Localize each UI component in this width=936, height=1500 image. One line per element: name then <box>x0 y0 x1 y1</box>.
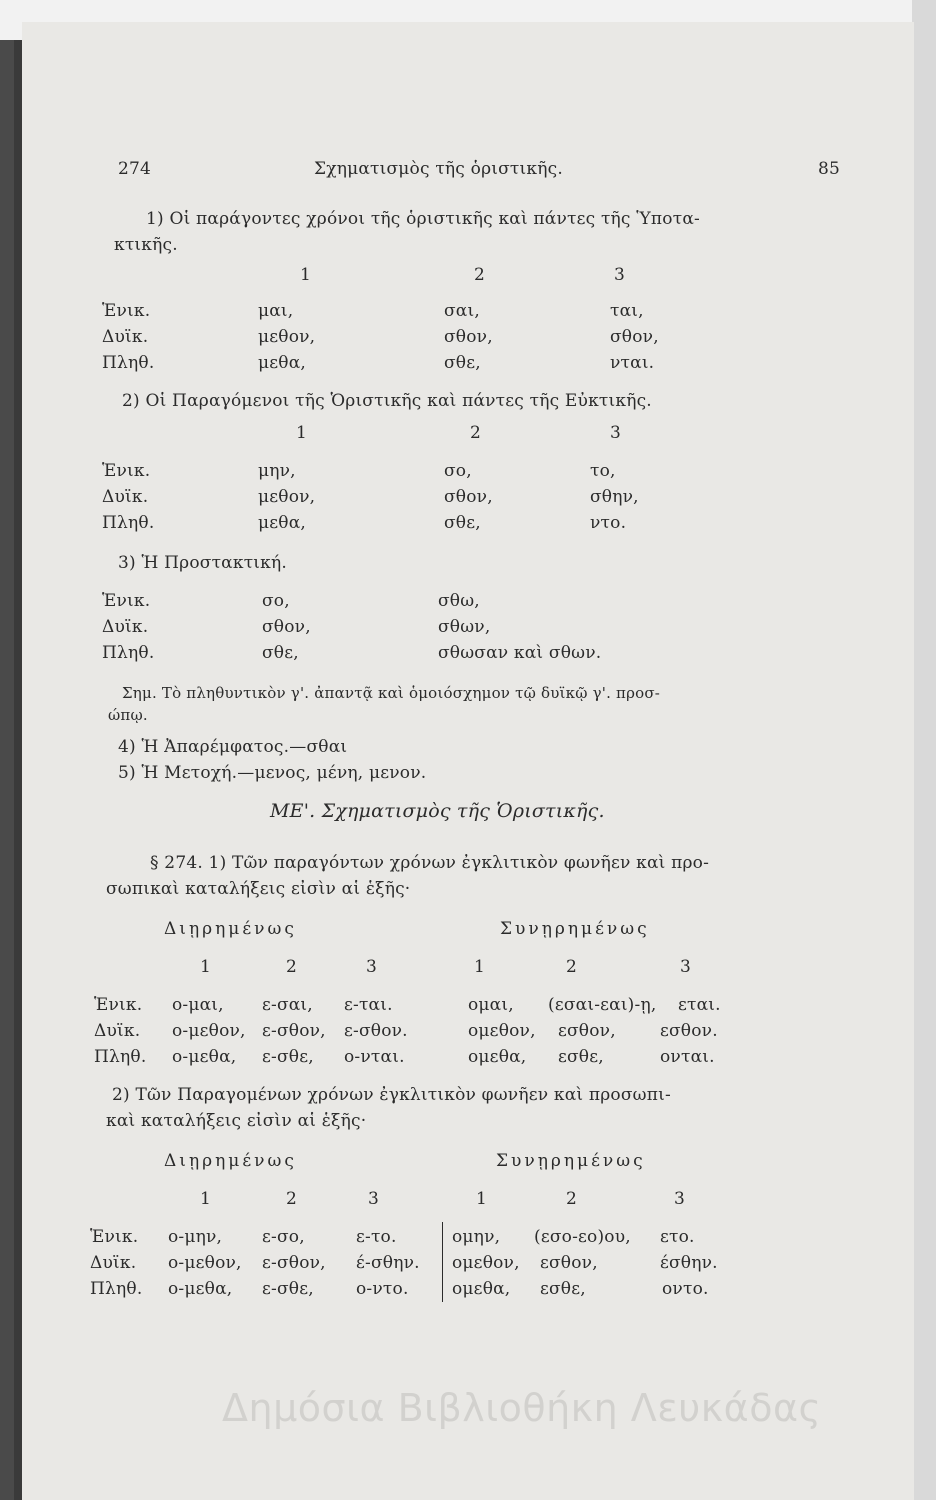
para2-row1-f: ετο. <box>660 1227 695 1247</box>
block1-row2-c3: σθον, <box>610 327 659 347</box>
para2-col-a: 1 <box>200 1189 212 1209</box>
block2-row2-label: Δυϊκ. <box>102 487 149 507</box>
para2-line2: καὶ καταλήξεις εἰσὶν αἱ ἑξῆς· <box>106 1111 367 1131</box>
block3-row2-c1: σθον, <box>262 617 311 637</box>
block2-row1-label: Ἑνικ. <box>102 461 151 481</box>
para274-row3-e: εσθε, <box>558 1047 604 1067</box>
para274-col-f: 3 <box>680 957 692 977</box>
block1-row2-c2: σθον, <box>444 327 493 347</box>
para274-row2-label: Δυϊκ. <box>94 1021 141 1041</box>
para274-col-e: 2 <box>566 957 578 977</box>
block2-row1-c2: σο, <box>444 461 472 481</box>
para274-col-c: 3 <box>366 957 378 977</box>
block2-intro: 2) Οἱ Παραγόμενοι τῆς Ὁριστικῆς καὶ πάντες τῆς Εὐκτικῆς. <box>122 391 652 411</box>
para274-row3-d: ομεθα, <box>468 1047 527 1067</box>
para2-row1-a: ο-μην, <box>168 1227 223 1247</box>
para274-row1-a: ο-μαι, <box>172 995 224 1015</box>
para274-row2-a: ο-μεθον, <box>172 1021 246 1041</box>
para2-col-e: 2 <box>566 1189 578 1209</box>
para274-row1-label: Ἑνικ. <box>94 995 143 1015</box>
block1-col2-head: 2 <box>474 265 486 285</box>
para274-row2-b: ε-σθον, <box>262 1021 326 1041</box>
para2-row1-e: (εσο-εο)ου, <box>534 1227 631 1247</box>
block4-infinitive: 4) Ἡ Ἀπαρέμφατος.—σθαι <box>118 737 348 757</box>
block1-row3-label: Πληθ. <box>102 353 155 373</box>
block1-row3-c1: μεθα, <box>258 353 306 373</box>
block1-col1-head: 1 <box>300 265 312 285</box>
para2-col-c: 3 <box>368 1189 380 1209</box>
para274-row3-c: ο-νται. <box>344 1047 405 1067</box>
para2-row3-a: ο-μεθα, <box>168 1279 233 1299</box>
para274-row1-d: ομαι, <box>468 995 514 1015</box>
block3-intro: 3) Ἡ Προστακτική. <box>118 553 287 573</box>
para2-row2-label: Δυϊκ. <box>90 1253 137 1273</box>
block2-col3-head: 3 <box>610 423 622 443</box>
block3-row3-c2: σθωσαν καὶ σθων. <box>438 643 602 663</box>
para2-row2-f: έσθην. <box>660 1253 718 1273</box>
para2-row3-label: Πληθ. <box>90 1279 143 1299</box>
para274-row1-f: εται. <box>678 995 721 1015</box>
para2-row2-d: ομεθον, <box>452 1253 520 1273</box>
para274-row3-f: ονται. <box>660 1047 715 1067</box>
block1-row1-label: Ἑνικ. <box>102 301 151 321</box>
block2-row1-c3: το, <box>590 461 616 481</box>
para2-row3-f: οντο. <box>662 1279 709 1299</box>
para2-head-diiremenos: Διῃρημένως <box>164 1151 297 1171</box>
block2-row2-c3: σθην, <box>590 487 639 507</box>
block3-row3-c1: σθε, <box>262 643 299 663</box>
block1-intro-line1: 1) Οἱ παράγοντες χρόνοι τῆς ὁριστικῆς καὶ πάντες τῆς Ὑποτα- <box>146 209 700 229</box>
para2-row2-c: έ-σθην. <box>356 1253 420 1273</box>
block3-row2-c2: σθων, <box>438 617 491 637</box>
para2-row1-c: ε-το. <box>356 1227 397 1247</box>
para274-row3-b: ε-σθε, <box>262 1047 314 1067</box>
para2-row1-d: ομην, <box>452 1227 501 1247</box>
block1-row2-label: Δυϊκ. <box>102 327 149 347</box>
block3-row1-c2: σθω, <box>438 591 480 611</box>
block3-note-line1: Σημ. Τὸ πληθυντικὸν γ'. ἀπαντᾷ καὶ ὁμοιόσχημον τῷ δυϊκῷ γ'. προσ- <box>122 684 661 702</box>
para274-row1-c: ε-ται. <box>344 995 393 1015</box>
block3-note-line2: ώπῳ. <box>108 706 148 724</box>
block1-col3-head: 3 <box>614 265 626 285</box>
scan-edge-left <box>0 40 14 1500</box>
para2-row3-e: εσθε, <box>540 1279 586 1299</box>
block1-row1-c3: ται, <box>610 301 644 321</box>
block2-row3-c2: σθε, <box>444 513 481 533</box>
block2-row1-c1: μην, <box>258 461 296 481</box>
section-title: ΜΕ'. Σχηματισμὸς τῆς Ὁριστικῆς. <box>270 800 605 822</box>
page-content <box>22 22 914 1500</box>
para274-row2-f: εσθον. <box>660 1021 718 1041</box>
scan-edge-right <box>912 0 936 1500</box>
para2-row3-c: ο-ντο. <box>356 1279 409 1299</box>
para274-row2-d: ομεθον, <box>468 1021 536 1041</box>
block1-row2-c1: μεθον, <box>258 327 316 347</box>
table-bracket <box>442 1222 449 1302</box>
para2-row1-b: ε-σο, <box>262 1227 305 1247</box>
block3-row1-c1: σο, <box>262 591 290 611</box>
para2-head-synyremenos: Συνῃρημένως <box>496 1151 646 1171</box>
para274-row2-c: ε-σθον. <box>344 1021 408 1041</box>
para274-col-a: 1 <box>200 957 212 977</box>
block3-row1-label: Ἑνικ. <box>102 591 151 611</box>
para2-col-f: 3 <box>674 1189 686 1209</box>
block2-row3-c1: μεθα, <box>258 513 306 533</box>
para2-col-b: 2 <box>286 1189 298 1209</box>
para274-row3-a: ο-μεθα, <box>172 1047 237 1067</box>
block3-row3-label: Πληθ. <box>102 643 155 663</box>
para274-col-b: 2 <box>286 957 298 977</box>
block2-row2-c2: σθον, <box>444 487 493 507</box>
block1-row3-c3: νται. <box>610 353 655 373</box>
para274-line2: σωπικαὶ καταλήξεις εἰσὶν αἱ ἑξῆς· <box>106 879 411 899</box>
block1-intro-line2: κτικῆς. <box>114 235 178 255</box>
page-number: 85 <box>818 159 841 179</box>
block2-row3-label: Πληθ. <box>102 513 155 533</box>
library-watermark: Δημόσια Βιβλιοθήκη Λευκάδας <box>222 1386 822 1430</box>
section-number: 274 <box>118 159 152 179</box>
block2-row3-c3: ντο. <box>590 513 627 533</box>
para274-col-d: 1 <box>474 957 486 977</box>
block1-row1-c2: σαι, <box>444 301 480 321</box>
block1-row3-c2: σθε, <box>444 353 481 373</box>
para274-head-synyremenos: Συνῃρημένως <box>500 919 650 939</box>
block3-row2-label: Δυϊκ. <box>102 617 149 637</box>
block2-col2-head: 2 <box>470 423 482 443</box>
para2-row2-b: ε-σθον, <box>262 1253 326 1273</box>
para274-line1: § 274. 1) Τῶν παραγόντων χρόνων ἐγκλιτικὸν φωνῆεν καὶ προ- <box>150 853 710 873</box>
para274-row3-label: Πληθ. <box>94 1047 147 1067</box>
para2-row3-d: ομεθα, <box>452 1279 511 1299</box>
para2-col-d: 1 <box>476 1189 488 1209</box>
para274-row2-e: εσθον, <box>558 1021 616 1041</box>
para274-head-diiremenos: Διῃρημένως <box>164 919 297 939</box>
block1-row1-c1: μαι, <box>258 301 294 321</box>
para2-row1-label: Ἑνικ. <box>90 1227 139 1247</box>
block2-col1-head: 1 <box>296 423 308 443</box>
para2-row2-e: εσθον, <box>540 1253 598 1273</box>
para2-row3-b: ε-σθε, <box>262 1279 314 1299</box>
block2-row2-c1: μεθον, <box>258 487 316 507</box>
block5-participle: 5) Ἡ Μετοχή.—μενος, μένη, μενον. <box>118 763 427 783</box>
running-title: Σχηματισμὸς τῆς ὁριστικῆς. <box>314 159 563 179</box>
book-page <box>22 22 914 1500</box>
para2-line1: 2) Τῶν Παραγομένων χρόνων ἐγκλιτικὸν φωνῆεν καὶ προσωπι- <box>112 1085 671 1105</box>
para274-row1-e: (εσαι-εαι)-ῃ, <box>548 995 657 1015</box>
para2-row2-a: ο-μεθον, <box>168 1253 242 1273</box>
para274-row1-b: ε-σαι, <box>262 995 313 1015</box>
